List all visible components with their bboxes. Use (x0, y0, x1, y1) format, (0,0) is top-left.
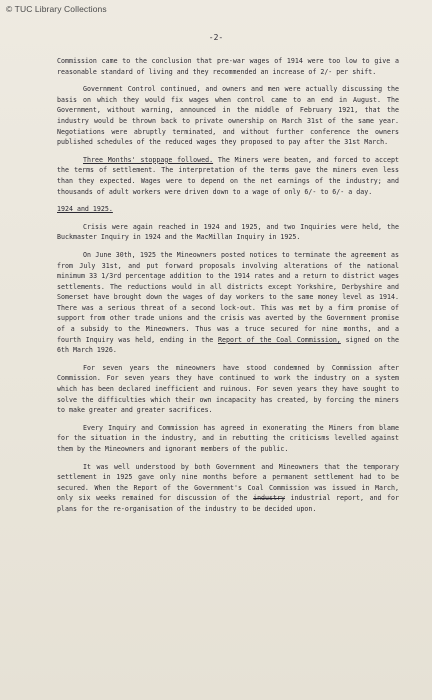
page-number: -2- (208, 33, 224, 42)
settlement-text: It was well understood by both Government and Mineowners that the temporary settlement in 1925 gave only nine months before a permanent settlement had to be secured. When the Report of the Government's Coal Commission was issued in March, only six weeks remained for discussion of the (57, 462, 399, 503)
paragraph-crises-inquiries: Crisis were again reached in 1924 and 1925, and two Inquiries were held, the Buckmaster Inquiry in 1924 and the MacMillan Inquiry in 1925. (57, 222, 399, 242)
settlement-tail: industrial report, and for plans for the re-organisation of the industry to be decided upon. (57, 494, 399, 513)
paragraph-june-30th-notices (57, 250, 399, 356)
paragraph-seven-years: For seven years the mineowners have stood condemned by Commission after Commission. For seven years they have continued to work the industry on a system which has been declared inefficient and ruinous. For seven years they have sought to solve the difficulties which their own incapacity has created, by forcing the miners to make greater and greater sacrifices. (57, 363, 399, 415)
paragraph-every-inquiry: Every Inquiry and Commission has agreed in exonerating the Miners from blame for the situation in the industry, and in rebutting the criticisms levelled against them by the Mineowners and ignorant members of the public. (57, 423, 399, 453)
paragraph-government-control: Government Control continued, and owners and men were actually discussing the basis on which they would fix wages when control came to an end in August. The Government, without warning, announced in the middle of February 1921, that the industry would be thrown back to private ownership on March 31st of the same year. Negotiations were abruptly terminated, and without further conference the owners published schedules of the reduced wages they proposed to pay after the 31st March. (57, 85, 399, 147)
paragraph-temporary-settlement (57, 462, 399, 515)
june-notices-text: On June 30th, 1925 the Mineowners posted notices to terminate the agreement as from July 31st, and put forward proposals involving alterations of the national minimum 33 1/3rd percentage addition to the 1914 rates and a return to district wages settlements. The reductions would in all districts except Yorkshire, Derbyshire and Somerset have brought down the wages of day workers to the same money level as 1914. There was a serious threat of a second lock-out. This was met by a firm promise of support from other trade unions and the crisis was averted by the Government promise of a subsidy to the Mineowners. Thus was a truce secured for nine months, and a fourth Inquiry was held, ending in the (57, 250, 399, 344)
library-watermark: © TUC Library Collections (6, 4, 107, 14)
paragraph-commission-conclusion: Commission came to the conclusion that pre-war wages of 1914 were too low to give a reasonable standard of living and they recommended an increase of 2/- per shift. (57, 57, 399, 76)
section-heading-1924-1925: 1924 and 1925. (57, 205, 113, 214)
june-notices-tail: signed on the 6th March 1926. (57, 335, 399, 355)
struck-word: industry (253, 494, 285, 503)
paragraph-three-months-stoppage (57, 155, 399, 197)
stoppage-lead: Three Months' stoppage followed. (83, 155, 214, 164)
coal-commission-report-reference: Report of the Coal Commission, (218, 335, 341, 344)
document-body (57, 56, 399, 522)
stoppage-text: The Miners were beaten, and forced to accept the terms of settlement. The interpretation of the terms gave the miners even less than they expected. Wages were to depend on the net earnings of the industry; and thousands of adult workers were driven down to a wage of only 6/- to 6/- a day. (57, 155, 399, 196)
